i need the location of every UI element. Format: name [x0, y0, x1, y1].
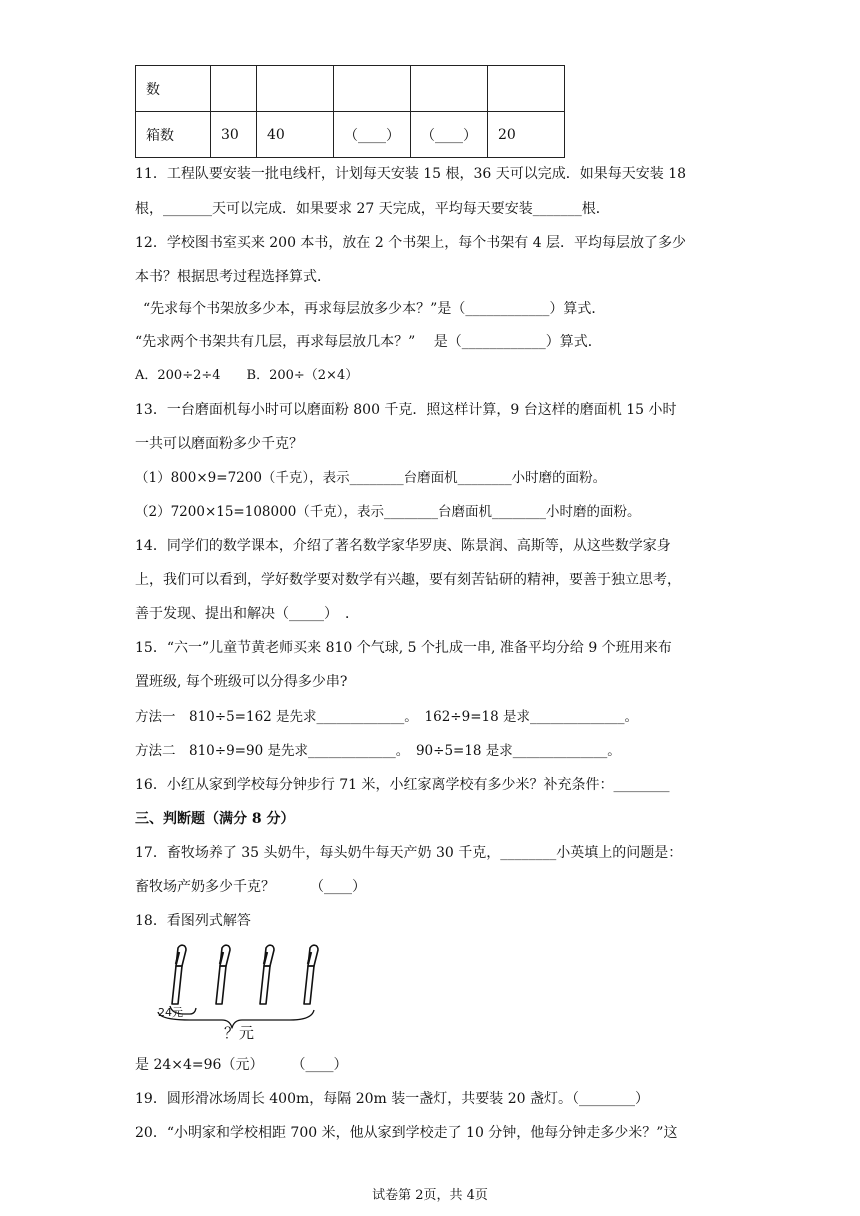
pen-icon — [172, 945, 186, 1004]
pen-icon — [304, 945, 318, 1004]
question-12-options: A．200÷2÷4 B．200÷（2×4） — [135, 368, 359, 383]
question-12-line-4: “先求两个书架共有几层，再求每层放几本？” 是（____________）算式． — [135, 334, 602, 350]
question-18-answer: 是 24×4=96（元） （____） — [135, 1057, 348, 1073]
question-13-line-4: （2）7200×15=108000（千克），表示________台磨面机________小时磨的面粉。 — [135, 504, 641, 520]
question-15-method-1: 方法一 810÷5=162 是先求_____________。 162÷9=18 是求______________。 — [135, 709, 638, 725]
table-cell — [211, 66, 257, 112]
pens-figure — [150, 938, 330, 1042]
table-cell — [488, 66, 565, 112]
question-11-line-1: 11．工程队要安装一批电线杆，计划每天安装 15 根，36 天可以完成．如果每天安装 18 — [135, 166, 687, 182]
table-cell — [334, 66, 411, 112]
question-14-line-3: 善于发现、提出和解决（_____） ． — [135, 606, 359, 622]
question-14-line-1: 14．同学们的数学课本，介绍了著名数学家华罗庚、陈景润、高斯等，从这些数学家身 — [135, 538, 671, 554]
pens-illustration — [150, 938, 330, 1042]
table-cell: 20 — [488, 112, 565, 158]
question-15-line-1: 15．“六一”儿童节黄老师买来 810 个气球, 5 个扎成一串, 准备平均分给 9 个班用来布 — [135, 640, 672, 656]
question-17-line-1: 17．畜牧场养了 35 头奶牛，每头奶牛每天产奶 30 千克，________小英填上的问题是： — [135, 845, 683, 861]
question-14-line-2: 上，我们可以看到，学好数学要对数学有兴趣，要有刻苦钻研的精神，要善于独立思考， — [135, 572, 681, 588]
total-label: ？元 — [224, 1024, 255, 1042]
data-table — [135, 65, 565, 158]
question-15-line-2: 置班级, 每个班级可以分得多少串? — [135, 674, 348, 690]
question-20: 20．“小明家和学校相距 700 米，他从家到学校走了 10 分钟，他每分钟走多少米？”这 — [135, 1125, 678, 1141]
question-18: 18．看图列式解答 — [135, 913, 251, 929]
table-row — [136, 112, 565, 158]
pen-icon — [260, 945, 274, 1004]
price-label: 24元 — [158, 1006, 183, 1019]
question-13-line-2: 一共可以磨面粉多少千克？ — [135, 436, 303, 452]
question-12-line-3: “先求每个书架放多少本，再求每层放多少本？”是（____________）算式． — [143, 301, 606, 317]
question-11-line-2: 根，_______天可以完成．如果要求 27 天完成，平均每天要安装_______根． — [135, 201, 610, 217]
table-row — [136, 66, 565, 112]
table-cell: 40 — [257, 112, 334, 158]
table-cell: （____） — [411, 112, 488, 158]
table-cell — [257, 66, 334, 112]
table-cell: 箱数 — [136, 112, 211, 158]
table-cell: （____） — [334, 112, 411, 158]
question-13-line-3: （1）800×9=7200（千克），表示________台磨面机________小时磨的面粉。 — [135, 470, 607, 486]
question-17-line-2: 畜牧场产奶多少千克？ （____） — [135, 879, 366, 895]
section-heading-judgement: 三、判断题（满分 8 分） — [135, 811, 295, 827]
table-cell — [411, 66, 488, 112]
question-12-line-2: 本书？根据思考过程选择算式． — [135, 269, 331, 285]
question-16: 16．小红从家到学校每分钟步行 71 米，小红家离学校有多少米？补充条件：________ — [135, 777, 670, 793]
question-13-line-1: 13．一台磨面机每小时可以磨面粉 800 千克．照这样计算，9 台这样的磨面机 15 小时 — [135, 402, 677, 418]
question-15-method-2: 方法二 810÷9=90 是先求_____________。 90÷5=18 是求______________。 — [135, 743, 621, 759]
table-cell: 数 — [136, 66, 211, 112]
table-cell: 30 — [211, 112, 257, 158]
page-footer: 试卷第 2页，共 4页 — [372, 1188, 488, 1203]
pen-icon — [216, 945, 230, 1004]
question-12-line-1: 12．学校图书室买来 200 本书，放在 2 个书架上，每个书架有 4 层．平均每层放了多少 — [135, 235, 687, 251]
question-19: 19．圆形滑冰场周长 400m，每隔 20m 装一盏灯，共要装 20 盏灯。（________） — [135, 1091, 649, 1107]
